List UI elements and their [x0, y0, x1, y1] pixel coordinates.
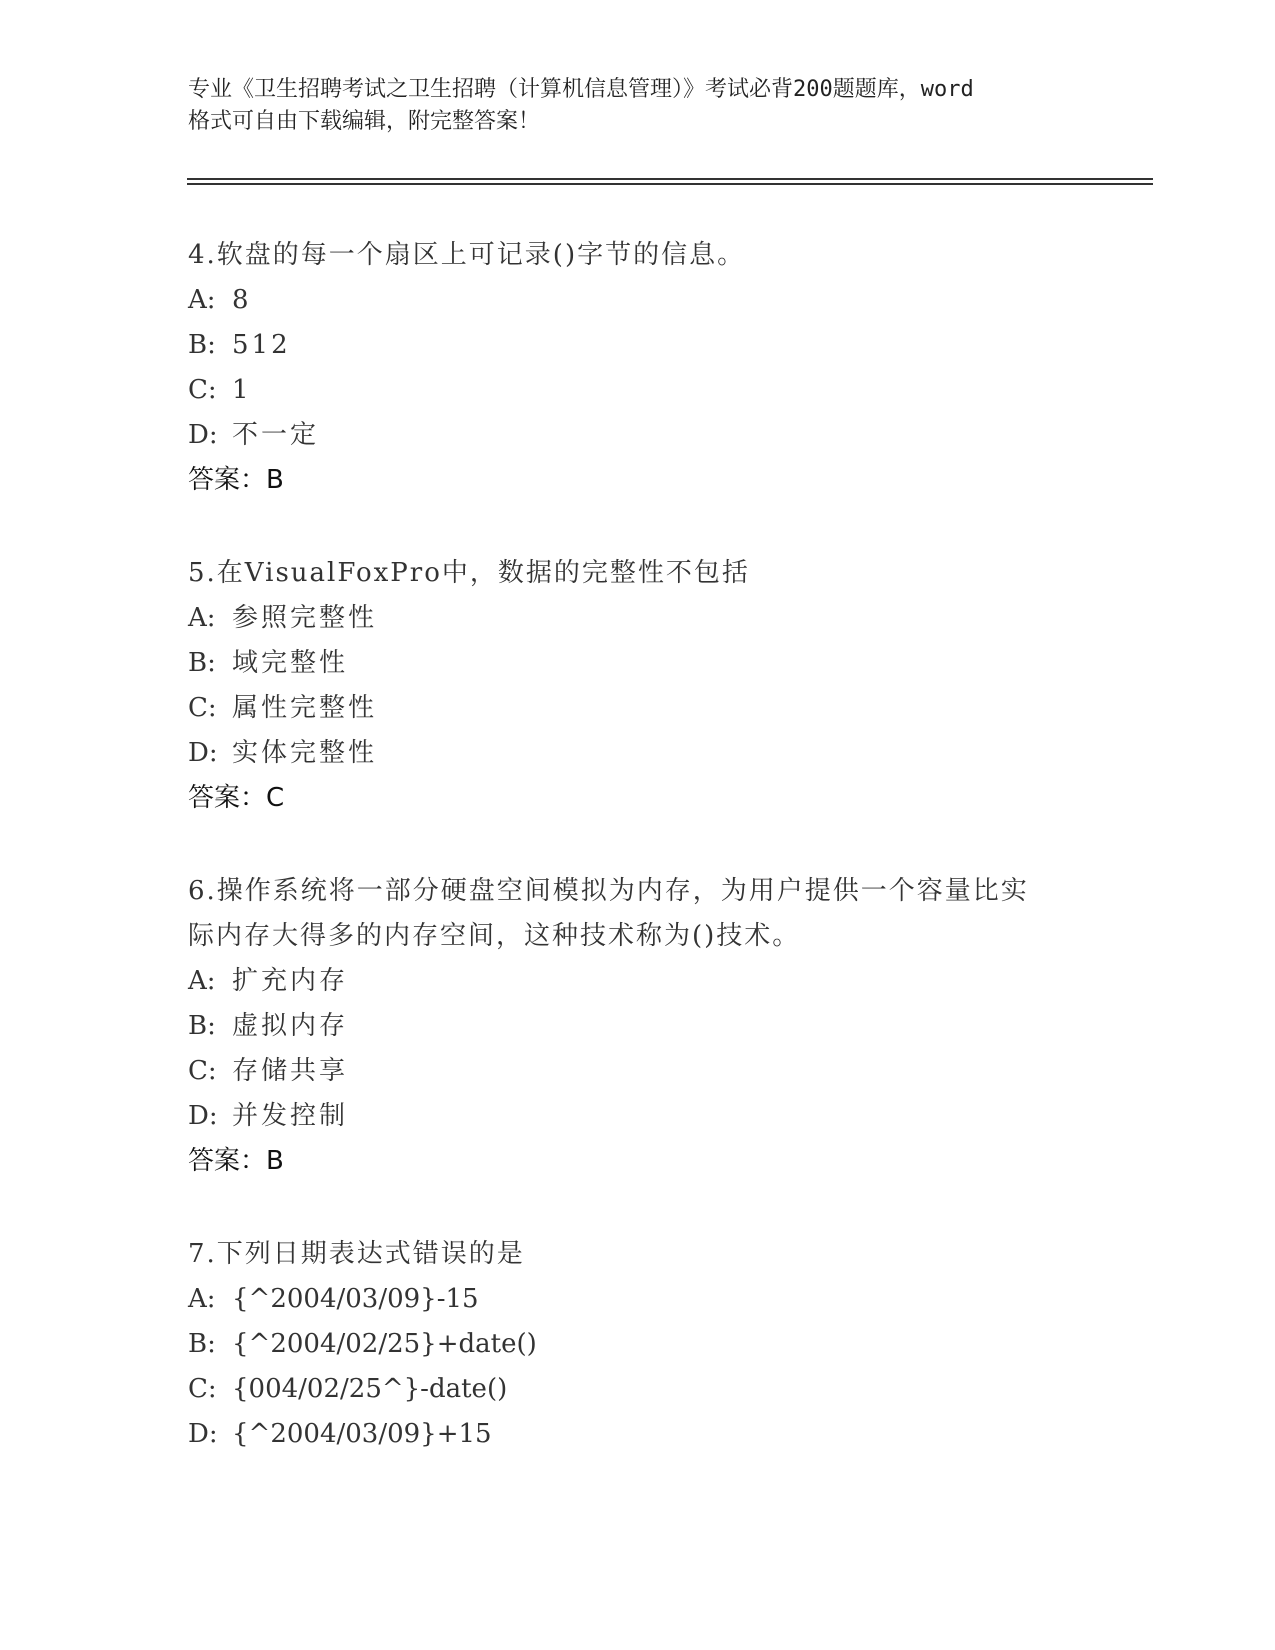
option-b	[188, 1004, 1128, 1049]
option-letter: B:	[188, 1329, 216, 1359]
question-text-line-1: 6.操作系统将一部分硬盘空间模拟为内存，为用户提供一个容量比实	[188, 876, 1029, 906]
option-text: 实体完整性	[232, 738, 378, 768]
option-c	[188, 1367, 1128, 1412]
option-text: 512	[232, 330, 291, 360]
header-divider-top	[187, 178, 1153, 180]
option-a	[188, 1277, 1128, 1322]
option-d	[188, 1412, 1128, 1457]
option-text: 扩充内存	[232, 966, 349, 996]
option-text: 参照完整性	[232, 603, 378, 633]
question-text-line-2: 际内存大得多的内存空间，这种技术称为()技术。	[188, 921, 801, 951]
question-7	[188, 1232, 1128, 1457]
question-6	[188, 869, 1128, 1184]
option-letter: A:	[188, 1284, 216, 1314]
option-text: 域完整性	[232, 648, 349, 678]
option-letter: A:	[188, 603, 216, 633]
option-letter: C:	[188, 375, 217, 405]
option-b	[188, 1322, 1128, 1367]
option-text: 1	[232, 375, 252, 405]
question-text: 4.软盘的每一个扇区上可记录()字节的信息。	[188, 240, 746, 270]
option-letter: D:	[188, 1419, 218, 1449]
option-a	[188, 278, 1128, 323]
option-c	[188, 1049, 1128, 1094]
option-letter: C:	[188, 1056, 217, 1086]
option-text: {^2004/03/09}-15	[232, 1284, 479, 1314]
option-text: 存储共享	[232, 1056, 349, 1086]
header-line-1: 专业《卫生招聘考试之卫生招聘（计算机信息管理）》考试必背200题题库，word	[188, 77, 974, 102]
option-b	[188, 641, 1128, 686]
option-text: {004/02/25^}-date()	[232, 1374, 508, 1404]
option-d	[188, 1094, 1128, 1139]
answer-line: 答案：B	[188, 465, 284, 495]
option-letter: B:	[188, 330, 216, 360]
option-a	[188, 596, 1128, 641]
option-letter: A:	[188, 966, 216, 996]
document-header	[188, 74, 1108, 138]
option-text: 属性完整性	[232, 693, 378, 723]
option-text: 8	[232, 285, 252, 315]
option-letter: A:	[188, 285, 216, 315]
option-letter: C:	[188, 693, 217, 723]
option-letter: B:	[188, 648, 216, 678]
option-letter: B:	[188, 1011, 216, 1041]
question-text: 7.下列日期表达式错误的是	[188, 1239, 525, 1269]
option-a	[188, 959, 1128, 1004]
answer-line: 答案：C	[188, 783, 285, 813]
option-text: {^2004/02/25}+date()	[232, 1329, 537, 1359]
option-letter: D:	[188, 1101, 218, 1131]
option-letter: D:	[188, 420, 218, 450]
question-text: 5.在VisualFoxPro中，数据的完整性不包括	[188, 558, 750, 588]
header-line-2: 格式可自由下载编辑，附完整答案！	[188, 109, 541, 134]
option-letter: D:	[188, 738, 218, 768]
option-b	[188, 323, 1128, 368]
option-d	[188, 413, 1128, 458]
option-text: {^2004/03/09}+15	[232, 1419, 492, 1449]
option-text: 虚拟内存	[232, 1011, 349, 1041]
option-d	[188, 731, 1128, 776]
question-4	[188, 233, 1128, 503]
header-divider-bottom	[187, 183, 1153, 185]
option-c	[188, 686, 1128, 731]
option-text: 不一定	[232, 420, 320, 450]
option-letter: C:	[188, 1374, 217, 1404]
question-5	[188, 551, 1128, 821]
option-c	[188, 368, 1128, 413]
answer-line: 答案：B	[188, 1146, 284, 1176]
option-text: 并发控制	[232, 1101, 349, 1131]
